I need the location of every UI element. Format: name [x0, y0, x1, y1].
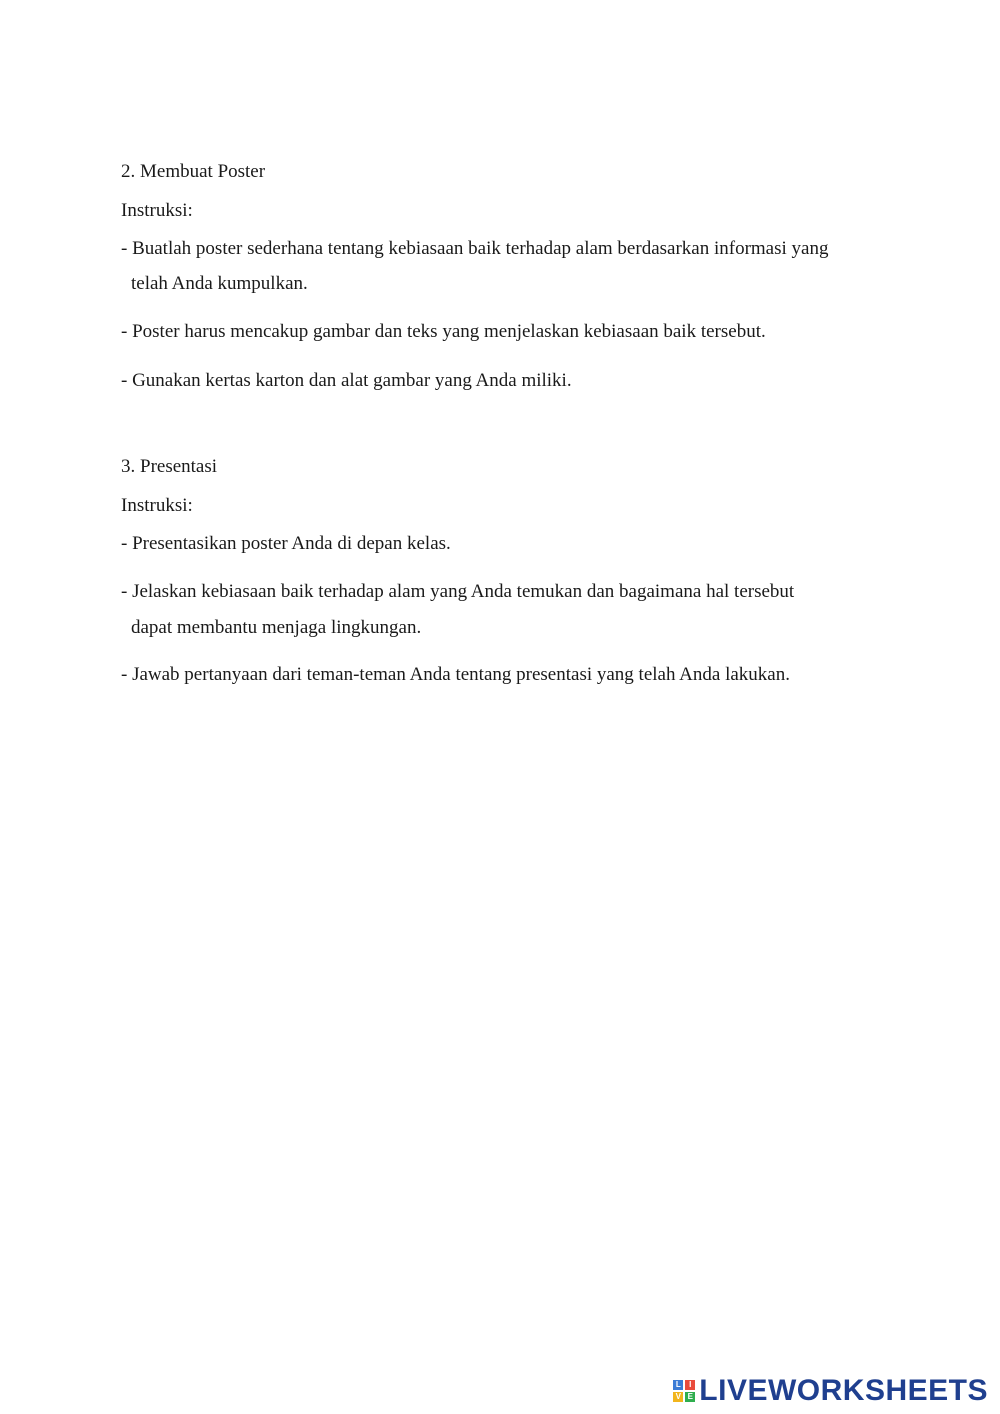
- section-3-title: 3. Presentasi: [121, 456, 218, 477]
- section-2-bullet-1-line-1: - Buatlah poster sederhana tentang kebiasaan baik terhadap alam berdasarkan informasi yang: [121, 238, 829, 259]
- section-2-instructions-label: Instruksi:: [121, 200, 193, 221]
- logo-block-i: I: [685, 1380, 695, 1390]
- section-3-bullet-3: - Jawab pertanyaan dari teman-teman Anda tentang presentasi yang telah Anda lakukan.: [121, 664, 790, 685]
- section-2-bullet-1-line-2: telah Anda kumpulkan.: [131, 273, 308, 294]
- section-2-title: 2. Membuat Poster: [121, 161, 266, 182]
- section-3-bullet-2-line-2: dapat membantu menjaga lingkungan.: [131, 617, 422, 638]
- logo-block-e: E: [685, 1392, 695, 1402]
- logo-block-v: V: [673, 1392, 683, 1402]
- liveworksheets-logo-icon: [673, 1380, 695, 1402]
- section-3-bullet-1: - Presentasikan poster Anda di depan kelas.: [121, 533, 451, 554]
- section-2-bullet-2: - Poster harus mencakup gambar dan teks yang menjelaskan kebiasaan baik tersebut.: [121, 321, 766, 342]
- section-2-bullet-3: - Gunakan kertas karton dan alat gambar yang Anda miliki.: [121, 370, 572, 391]
- logo-block-l: L: [673, 1380, 683, 1390]
- section-3-instructions-label: Instruksi:: [121, 495, 193, 516]
- liveworksheets-footer: [673, 1376, 988, 1406]
- liveworksheets-brand: LIVEWORKSHEETS: [699, 1374, 988, 1407]
- section-3-bullet-2-line-1: - Jelaskan kebiasaan baik terhadap alam yang Anda temukan dan bagaimana hal tersebut: [121, 581, 795, 602]
